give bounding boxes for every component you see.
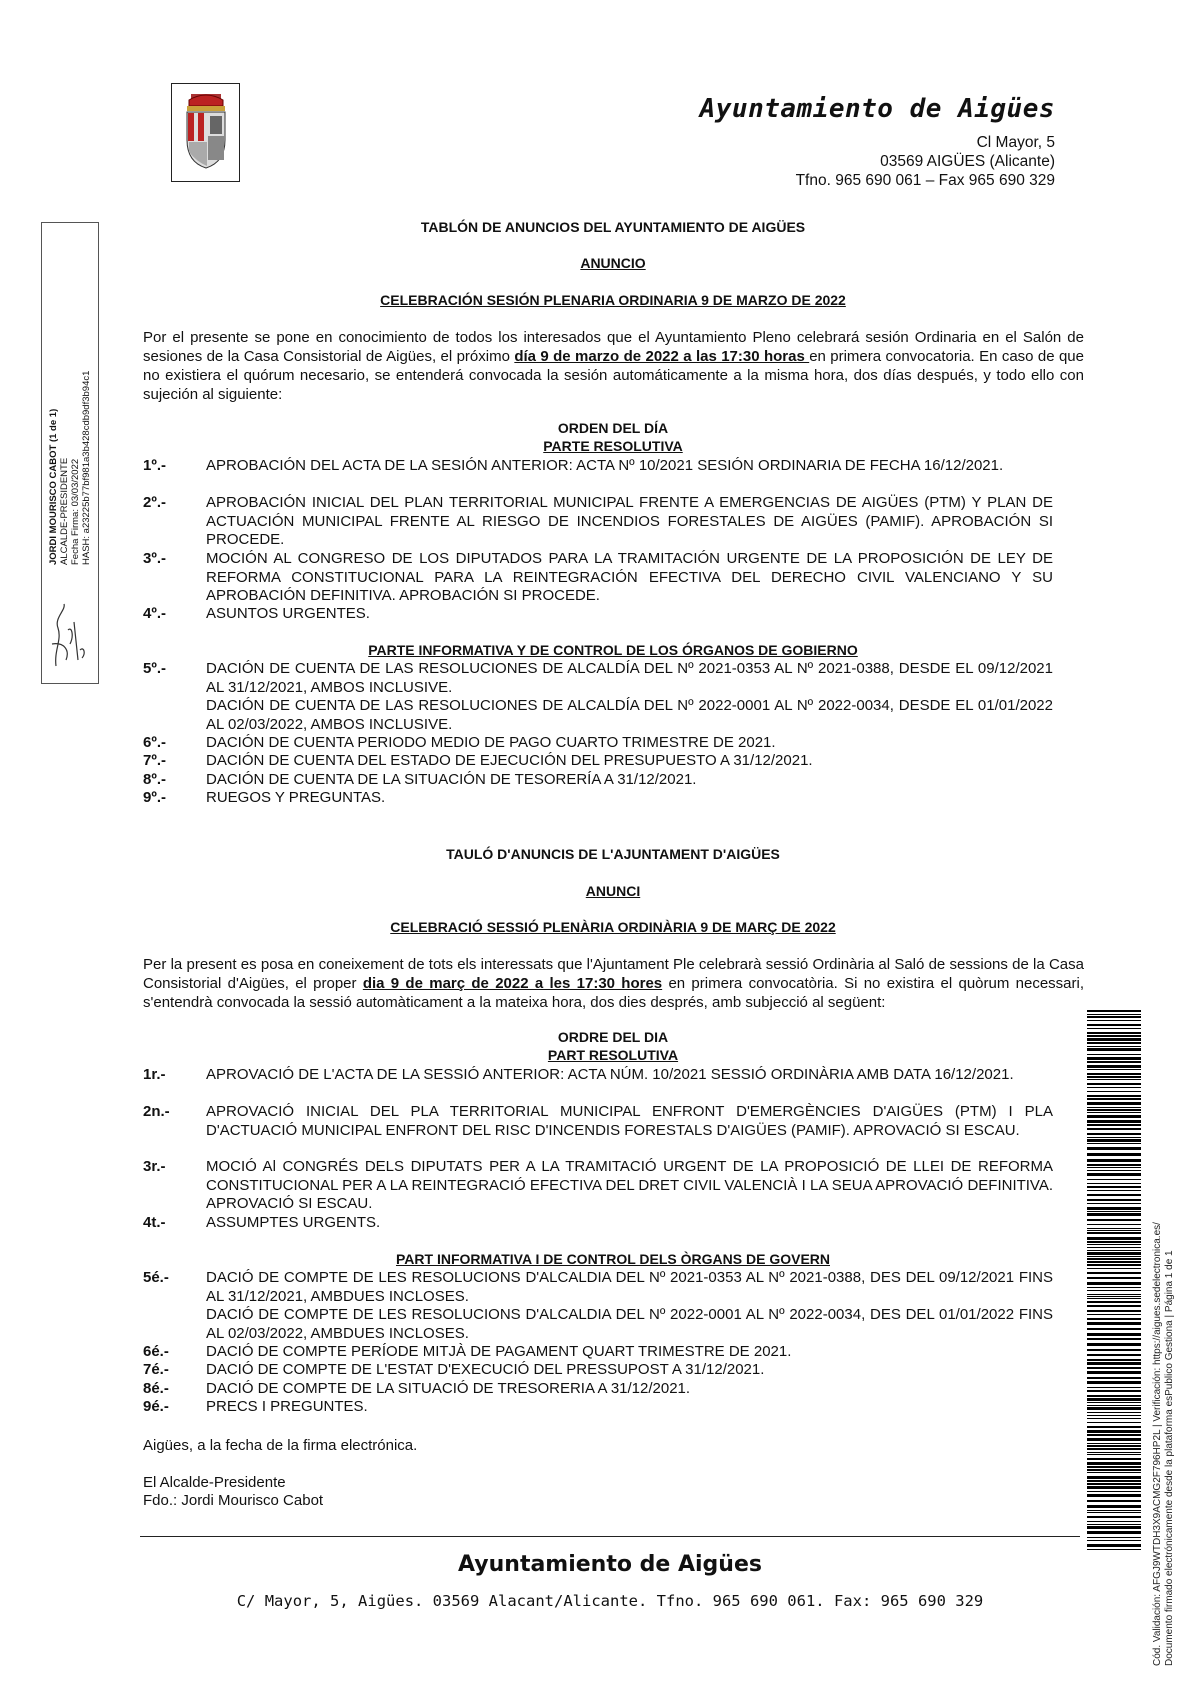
agenda-item-number: 9º.- — [143, 789, 166, 806]
agenda-item-number: 4t.- — [143, 1214, 166, 1231]
validation-platform-line: Documento firmado electrónicamente desde la plataforma esPublico Gestiona | Página 1 de 1 — [1164, 1250, 1175, 1666]
agenda-item-number: 7é.- — [143, 1361, 169, 1378]
agenda-item-number: 2n.- — [143, 1103, 170, 1120]
signature-hash: HASH: a23225b77bf981a3b428cdb9df3b94c1 — [81, 370, 92, 565]
es-board-title: TABLÓN DE ANUNCIOS DEL AYUNTAMIENTO DE AIGÜES — [420, 219, 806, 235]
agenda-item-text: DACIÓ DE COMPTE DE LES RESOLUCIONS D'ALCALDIA DEL Nº 2021-0353 AL Nº 2021-0388, DES DEL 09/12/2021 FINS AL 31/12/2021, AMBDUES INCLOSES. — [206, 1269, 1053, 1305]
agenda-item-number: 1º.- — [143, 457, 166, 474]
va-session-title: CELEBRACIÓ SESSIÓ PLENÀRIA ORDINÀRIA 9 DE MARÇ DE 2022 — [390, 919, 836, 935]
agenda-item-number: 5º.- — [143, 660, 166, 677]
agenda-item-number: 6º.- — [143, 734, 166, 751]
agenda-item-text: DACIÓN DE CUENTA DE LAS RESOLUCIONES DE ALCALDÍA DEL Nº 2021-0353 AL Nº 2021-0388, DESDE EL 09/12/2021 AL 31/12/2021, AMBOS INCLUSIVE. — [206, 660, 1053, 696]
agenda-item-text: APROVACIÓ DE L'ACTA DE LA SESSIÓ ANTERIOR: ACTA NÚM. 10/2021 SESSIÓ ORDINÀRIA AMB DATA 16/12/2021. — [206, 1066, 1014, 1083]
closing-place-date: Aigües, a la fecha de la firma electrónica. — [143, 1437, 418, 1454]
agenda-item-number: 4º.- — [143, 605, 166, 622]
va-meeting-date: dia 9 de març de 2022 a les 17:30 hores — [362, 975, 663, 992]
address-street: Cl Mayor, 5 — [976, 134, 1055, 151]
signer-role: ALCALDE-PRESIDENTE — [59, 457, 70, 565]
agenda-item-number: 7º.- — [143, 752, 166, 769]
validation-barcode — [1087, 1010, 1141, 1550]
agenda-item-number: 6é.- — [143, 1343, 169, 1360]
organization-title: Ayuntamiento de Aigües — [699, 94, 1055, 124]
va-agenda-title: ORDRE DEL DIA — [557, 1029, 669, 1045]
agenda-item-text: MOCIÓN AL CONGRESO DE LOS DIPUTADOS PARA LA TRAMITACIÓN URGENTE DE LA PROPOSICIÓN DE LEY DE REFORMA CONSTITUCIONAL PARA LA REINTEGRACIÓN EFECTIVA DEL DERECHO CIVIL VALENCIANO Y SU APROBACIÓN DEFINITIVA. APROBACIÓN SI PROCEDE. — [206, 550, 1053, 604]
agenda-item-text: ASSUMPTES URGENTS. — [206, 1214, 381, 1231]
agenda-item-number: 5é.- — [143, 1269, 169, 1286]
agenda-item-text: DACIÓ DE COMPTE DE L'ESTAT D'EXECUCIÓ DEL PRESSUPOST A 31/12/2021. — [206, 1361, 765, 1378]
va-intro-paragraph — [143, 955, 1084, 1012]
es-part2-title: PARTE INFORMATIVA Y DE CONTROL DE LOS ÓRGANOS DE GOBIERNO — [368, 642, 858, 658]
footer-divider — [140, 1536, 1080, 1537]
agenda-item-text: APROVACIÓ INICIAL DEL PLA TERRITORIAL MUNICIPAL ENFRONT D'EMERGÈNCIES D'AIGÜES (PTM) I PLA D'ACTUACIÓ MUNICIPAL ENFRONT DEL RISC D'INCENDIS FORESTALS D'AIGÜES (PAMIF). APROVACIÓ SI ESCAU. — [206, 1103, 1053, 1139]
va-intro-part2: en primera convocatòria. Si no existira el quòrum necessari, s'entendrà convocada la sessió automàticament a la mateixa hora, dos dies després, amb subjecció al següent: — [143, 975, 1084, 1011]
validation-code-line: Cód. Validación: AFGJ9WTDH3X9ACMG2F796HP2L | Verificación: https://aigues.sedelectronica.es/ — [1152, 1222, 1163, 1666]
agenda-item-text: RUEGOS Y PREGUNTAS. — [206, 789, 386, 806]
signature-date: Fecha Firma: 03/03/2022 — [70, 458, 81, 565]
agenda-item-text: DACIÓN DE CUENTA DE LA SITUACIÓN DE TESORERÍA A 31/12/2021. — [206, 771, 697, 788]
va-intro-part1: Per la present es posa en coneixement de tots els interessats que l'Ajuntament Ple celebrarà sessió Ordinària al Saló de sessions de la Casa Consistorial d'Aigües, el proper — [143, 956, 1084, 992]
agenda-item-text: DACIÓ DE COMPTE DE LES RESOLUCIONS D'ALCALDIA DEL Nº 2022-0001 AL Nº 2022-0034, DES DEL 01/01/2022 FINS AL 02/03/2022, AMBDUES INCLOSES. — [206, 1306, 1053, 1342]
es-intro-paragraph — [143, 328, 1084, 404]
agenda-item-text: DACIÓN DE CUENTA DEL ESTADO DE EJECUCIÓN DEL PRESUPUESTO A 31/12/2021. — [206, 752, 813, 769]
closing-signer-name: Fdo.: Jordi Mourisco Cabot — [143, 1492, 324, 1509]
closing-signer-role: El Alcalde-Presidente — [143, 1474, 286, 1491]
signer-name: JORDI MOURISCO CABOT (1 de 1) — [48, 408, 59, 565]
es-part1-title: PARTE RESOLUTIVA — [543, 438, 683, 454]
agenda-item-number: 2º.- — [143, 494, 166, 511]
handwritten-signature-icon — [44, 600, 90, 672]
es-notice-heading: ANUNCIO — [580, 255, 646, 271]
address-phone-fax: Tfno. 965 690 061 – Fax 965 690 329 — [795, 172, 1055, 189]
agenda-item-number: 3r.- — [143, 1158, 166, 1175]
signature-details — [48, 335, 92, 565]
footer-address: C/ Mayor, 5, Aigües. 03569 Alacant/Alicante. Tfno. 965 690 061. Fax: 965 690 329 — [236, 1592, 984, 1610]
validation-text — [1152, 1046, 1176, 1666]
va-board-title: TAULÓ D'ANUNCIS DE L'AJUNTAMENT D'AIGÜES — [446, 846, 780, 862]
es-agenda-title: ORDEN DEL DÍA — [557, 420, 669, 436]
agenda-item-text: DACIÓN DE CUENTA DE LAS RESOLUCIONES DE ALCALDÍA DEL Nº 2022-0001 AL Nº 2022-0034, DESDE EL 01/01/2022 AL 02/03/2022, AMBOS INCLUSIVE. — [206, 697, 1053, 733]
municipal-crest — [171, 83, 240, 182]
va-notice-heading: ANUNCI — [585, 883, 641, 899]
agenda-item-number: 3º.- — [143, 550, 166, 567]
agenda-item-text: PRECS I PREGUNTES. — [206, 1398, 368, 1415]
agenda-item-text: APROBACIÓN INICIAL DEL PLAN TERRITORIAL MUNICIPAL FRENTE A EMERGENCIAS DE AIGÜES (PTM) Y PLAN DE ACTUACIÓN MUNICIPAL FRENTE AL RIESGO DE INCENDIOS FORESTALES DE AIGÜES (PAMIF). APROBACIÓN SI PROCEDE. — [206, 494, 1053, 548]
agenda-item-text: DACIÓN DE CUENTA PERIODO MEDIO DE PAGO CUARTO TRIMESTRE DE 2021. — [206, 734, 776, 751]
agenda-item-text: DACIÓ DE COMPTE PERÍODE MITJÀ DE PAGAMENT QUART TRIMESTRE DE 2021. — [206, 1343, 792, 1360]
agenda-item-text: DACIÓ DE COMPTE DE LA SITUACIÓ DE TRESORERIA A 31/12/2021. — [206, 1380, 691, 1397]
agenda-item-number: 8º.- — [143, 771, 166, 788]
es-intro-part1: Por el presente se pone en conocimiento de todos los interesados que el Ayuntamiento Pleno celebrará sesión Ordinaria en el Salón de sesiones de la Casa Consistorial de Aigües, el próximo — [143, 329, 1084, 365]
agenda-item-text: APROBACIÓN DEL ACTA DE LA SESIÓN ANTERIOR: ACTA Nº 10/2021 SESIÓN ORDINARIA DE FECHA 16/12/2021. — [206, 457, 1004, 474]
es-intro-part2: en primera convocatoria. En caso de que no existiera el quórum necesario, se entenderá convocada la sesión automáticamente a la misma hora, dos días después, y todo ello con sujeción al siguiente: — [143, 348, 1084, 403]
va-part1-title: PART RESOLUTIVA — [547, 1047, 679, 1063]
address-postal: 03569 AIGÜES (Alicante) — [880, 153, 1055, 170]
coat-of-arms-icon — [179, 92, 233, 174]
agenda-item-text: MOCIÓ Al CONGRÉS DELS DIPUTATS PER A LA TRAMITACIÓ URGENT DE LA PROPOSICIÓ DE LLEI DE REFORMA CONSTITUCIONAL PER A LA REINTEGRACIÓ EFECTIVA DEL DRET CIVIL VALENCIÀ I LA SEUA APROVACIÓ DEFINITIVA. APROVACIÓ SI ESCAU. — [206, 1158, 1053, 1212]
es-session-title: CELEBRACIÓN SESIÓN PLENARIA ORDINARIA 9 DE MARZO DE 2022 — [380, 292, 846, 308]
footer-title: Ayuntamiento de Aigües — [458, 1552, 762, 1577]
es-meeting-date: día 9 de marzo de 2022 a las 17:30 horas — [514, 348, 810, 365]
agenda-item-number: 8é.- — [143, 1380, 169, 1397]
agenda-item-number: 9é.- — [143, 1398, 169, 1415]
va-part2-title: PART INFORMATIVA I DE CONTROL DELS ÒRGANS DE GOVERN — [395, 1251, 830, 1267]
agenda-item-number: 1r.- — [143, 1066, 166, 1083]
agenda-item-text: ASUNTOS URGENTES. — [206, 605, 370, 622]
